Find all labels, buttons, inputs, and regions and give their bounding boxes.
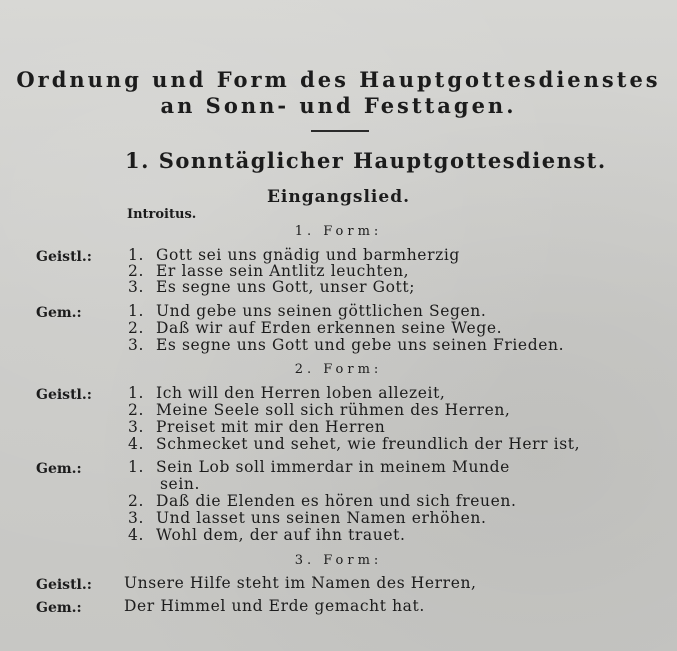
line-text: Meine Seele soll sich rühmen des Herren, [156, 401, 511, 419]
line-text: Wohl dem, der auf ihn trauet. [156, 526, 406, 544]
line-number: 2. [128, 492, 144, 510]
form2-gem-line-3 [128, 509, 486, 527]
form2-geistl-line-1 [128, 384, 445, 402]
line-text: Und gebe uns seinen göttlichen Segen. [156, 302, 487, 320]
line-text: sein. [160, 475, 200, 493]
line-number: 1. [128, 384, 144, 402]
form2-geistl-line-2 [128, 401, 510, 419]
introitus-label: Introitus. [127, 207, 197, 222]
line-number: 1. [128, 302, 144, 320]
form3-geistl-line: Unsere Hilfe steht im Namen des Herren, [124, 574, 477, 592]
line-text: Es segne uns Gott, unser Gott; [156, 278, 416, 296]
line-number: 2. [128, 319, 144, 337]
form2-geistl-label: Geistl.: [36, 387, 92, 403]
line-text: Er lasse sein Antlitz leuchten, [156, 262, 410, 280]
form1-label: 1. Form: [294, 224, 383, 239]
form1-geistl-label: Geistl.: [36, 249, 92, 265]
form1-geistl-line-3 [128, 278, 415, 296]
form1-gem-line-3 [128, 336, 564, 354]
form3-label: 3. Form: [294, 553, 383, 568]
line-number: 4. [128, 526, 144, 544]
line-text: Ich will den Herren loben allezeit, [156, 384, 446, 402]
line-number: 4. [128, 435, 144, 453]
line-number: 3. [128, 509, 144, 527]
form2-geistl-line-4 [128, 435, 580, 453]
form2-gem-line-1 [128, 458, 510, 476]
form3-geistl-label: Geistl.: [36, 577, 92, 593]
form1-gem-label: Gem.: [36, 305, 82, 321]
line-text: Daß wir auf Erden erkennen seine Wege. [156, 319, 503, 337]
line-text: Und lasset uns seinen Namen erhöhen. [156, 509, 487, 527]
line-number: 3. [128, 278, 144, 296]
line-text: Daß die Elenden es hören und sich freuen. [156, 492, 517, 510]
line-number: 3. [128, 418, 144, 436]
title-divider [311, 130, 369, 132]
line-text: Gott sei uns gnädig und barmherzig [156, 246, 460, 264]
line-text: Es segne uns Gott und gebe uns seinen Frieden. [156, 336, 565, 354]
section-heading: 1. Sonntäglicher Hauptgottesdienst. [125, 148, 607, 173]
form2-gem-label: Gem.: [36, 461, 82, 477]
line-text: Schmecket und sehet, wie freundlich der Herr ist, [156, 435, 581, 453]
form1-gem-line-1 [128, 302, 486, 320]
form2-label: 2. Form: [294, 362, 383, 377]
line-number: 1. [128, 246, 144, 264]
form3-gem-label: Gem.: [36, 600, 82, 616]
document-title-line2: an Sonn- und Festtagen. [160, 93, 517, 118]
form1-gem-line-2 [128, 319, 502, 337]
line-number: 1. [128, 458, 144, 476]
form2-gem-line-1-continuation [160, 475, 200, 493]
line-text: Preiset mit mir den Herren [156, 418, 386, 436]
form2-geistl-line-3 [128, 418, 385, 436]
form2-gem-line-4 [128, 526, 405, 544]
line-number: 3. [128, 336, 144, 354]
line-number: 2. [128, 401, 144, 419]
line-number: 2. [128, 262, 144, 280]
form2-gem-line-2 [128, 492, 517, 510]
subheading: Eingangslied. [266, 187, 411, 207]
document-title-line1: Ordnung und Form des Hauptgottesdienstes [16, 67, 661, 92]
form3-gem-line: Der Himmel und Erde gemacht hat. [124, 597, 425, 615]
line-text: Sein Lob soll immerdar in meinem Munde [156, 458, 510, 476]
